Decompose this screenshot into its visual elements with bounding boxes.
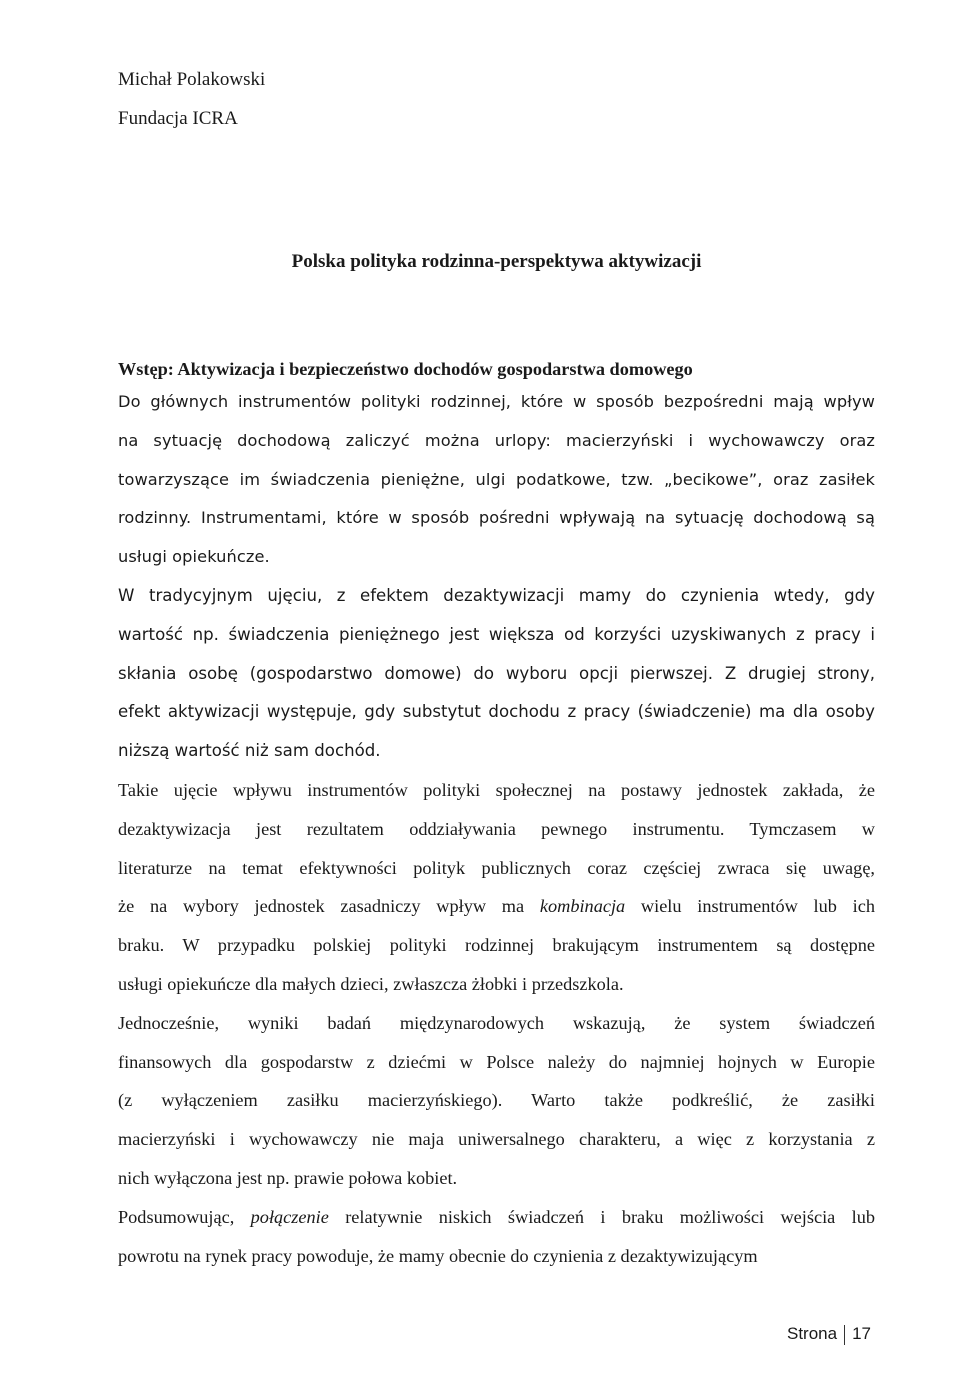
paragraph-3 — [118, 771, 875, 1004]
page-label: Strona — [787, 1324, 838, 1343]
paragraph-line: usługi opiekuńcze. — [118, 547, 270, 567]
section-heading: Wstęp: Aktywizacja i bezpieczeństwo dochodów gospodarstwa domowego — [118, 359, 693, 379]
document-title: Polska polityka rodzinna-perspektywa aktywizacji — [291, 251, 702, 272]
author-organization: Fundacja ICRA — [118, 108, 238, 129]
paragraph-line: towarzyszące im świadczenia pieniężne, ulgi podatkowe, tzw. „becikowe”, oraz zasiłek — [118, 469, 875, 489]
emphasized-term: kombinacja — [539, 896, 626, 917]
document-body — [118, 356, 875, 1275]
paragraph-line: Jednocześnie, wyniki badań międzynarodowych wskazują, że system świadczeń — [118, 1012, 875, 1033]
paragraph-line: usługi opiekuńcze dla małych dzieci, zwłaszcza żłobki i przedszkola. — [118, 973, 624, 994]
paragraph-line: wartość np. świadczenia pieniężnego jest większa od korzyści uzyskiwanych z pracy i — [118, 624, 875, 644]
page-number: 17 — [852, 1324, 872, 1343]
paragraph-4 — [118, 1004, 875, 1198]
paragraph-line — [118, 887, 875, 926]
paragraph-line: literaturze na temat efektywności polityk publicznych coraz częściej zwraca się uwagę, — [118, 857, 875, 878]
author-block — [118, 60, 265, 138]
emphasized-term: połączenie — [250, 1206, 329, 1227]
paragraph-line: (z wyłączeniem zasiłku macierzyńskiego). Warto także podkreślić, że zasiłki — [118, 1090, 875, 1111]
paragraph-line: rodzinny. Instrumentami, które w sposób pośredni wpływają na sytuację dochodową są — [118, 508, 875, 528]
paragraph-2 — [118, 577, 875, 771]
paragraph-line: macierzyński i wychowawczy nie maja uniwersalnego charakteru, a więc z korzystania z — [118, 1129, 875, 1150]
footer-separator — [844, 1325, 845, 1345]
paragraph-line: dezaktywizacja jest rezultatem oddziaływania pewnego instrumentu. Tymczasem w — [118, 818, 875, 839]
paragraph-line: nich wyłączona jest np. prawie połowa kobiet. — [118, 1167, 458, 1188]
paragraph-line: niższą wartość niż sam dochód. — [118, 741, 381, 761]
paragraph-line: finansowych dla gospodarstw z dziećmi w Polsce należy do najmniej hojnych w Europie — [118, 1051, 875, 1072]
text-run: że na wybory jednostek zasadniczy wpływ ma — [118, 896, 540, 917]
paragraph-5 — [118, 1198, 875, 1276]
author-name: Michał Polakowski — [118, 69, 266, 90]
paragraph-line — [118, 1198, 875, 1237]
text-run: relatywnie niskich świadczeń i braku możliwości wejścia lub — [328, 1206, 875, 1227]
paragraph-line: efekt aktywizacji występuje, gdy substytut dochodu z pracy (świadczenie) ma dla osoby — [118, 702, 875, 722]
paragraph-line: powrotu na rynek pracy powoduje, że mamy obecnie do czynienia z dezaktywizującym — [118, 1245, 758, 1266]
paragraph-line: na sytuację dochodową zaliczyć można urlopy: macierzyński i wychowawczy oraz — [118, 430, 875, 450]
text-run: Podsumowując, — [118, 1206, 251, 1227]
paragraph-line: braku. W przypadku polskiej polityki rodzinnej brakującym instrumentem są dostępne — [118, 935, 875, 956]
paragraph-line: Do głównych instrumentów polityki rodzinnej, które w sposób bezpośredni mają wpływ — [118, 392, 875, 411]
paragraph-1 — [118, 383, 875, 577]
paragraph-line: skłania osobę (gospodarstwo domowe) do wyboru opcji pierwszej. Z drugiej strony, — [118, 663, 875, 683]
text-run: wielu instrumentów lub ich — [625, 896, 875, 917]
page-footer — [787, 1322, 871, 1346]
paragraph-line: W tradycyjnym ujęciu, z efektem dezaktywizacji mamy do czynienia wtedy, gdy — [118, 585, 875, 605]
paragraph-line: Takie ujęcie wpływu instrumentów polityki społecznej na postawy jednostek zakłada, że — [118, 779, 875, 800]
